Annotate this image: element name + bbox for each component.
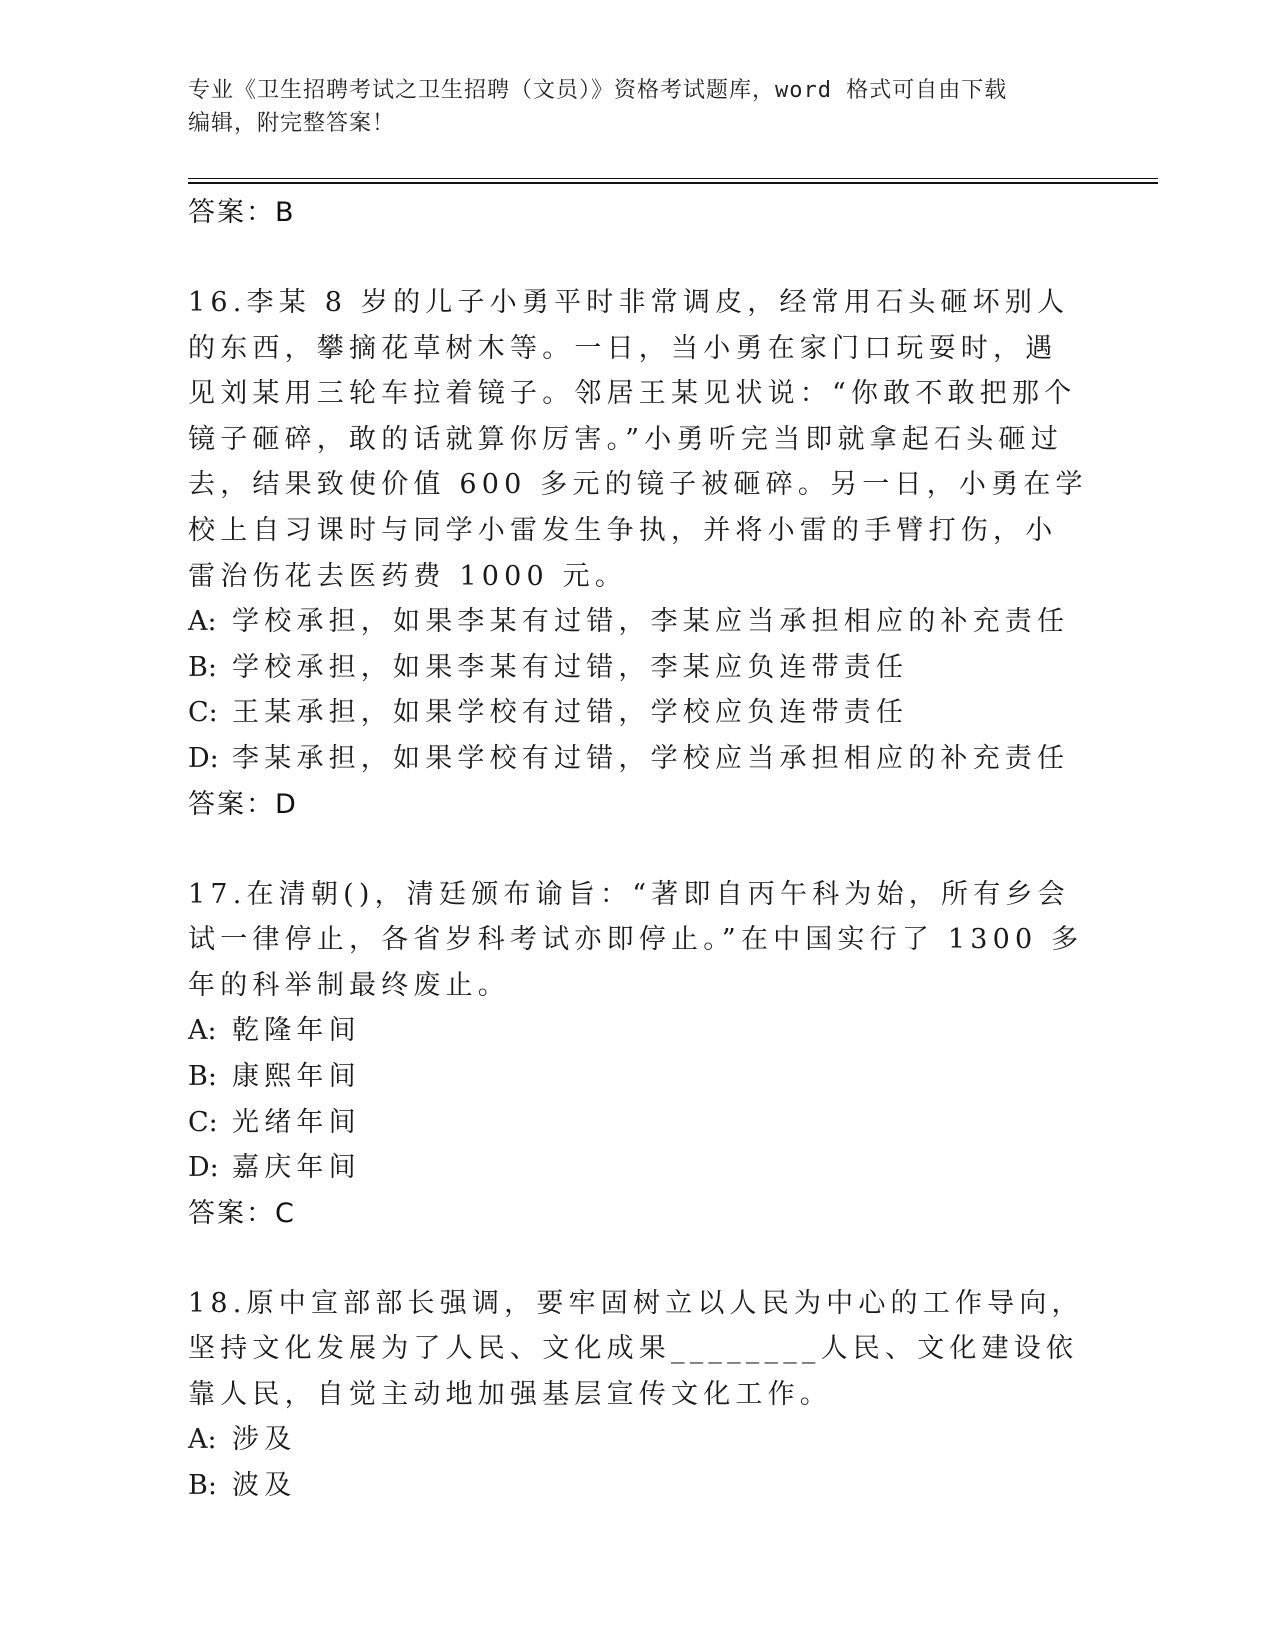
header-line-1: 专业《卫生招聘考试之卫生招聘（文员）》资格考试题库，word 格式可自由下载 [188, 78, 1008, 103]
option-b [188, 1463, 1088, 1509]
option-key: B: [188, 1470, 217, 1502]
header-rule-thin [188, 178, 1158, 179]
option-b [188, 1054, 1088, 1100]
option-d [188, 736, 1088, 782]
option-key: B: [188, 651, 217, 683]
option-text: 康熙年间 [232, 1060, 361, 1092]
option-text: 学校承担，如果李某有过错，李某应当承担相应的补充责任 [232, 606, 1070, 638]
option-key: A: [188, 606, 217, 638]
previous-answer [188, 190, 1088, 236]
question-text: 18.原中宣部部长强调，要牢固树立以人民为中心的工作导向，坚持文化发展为了人民、文化成果________人民、文化建设依靠人民，自觉主动地加强基层宣传文化工作。 [188, 1287, 1084, 1410]
answer-value: C [275, 1197, 295, 1229]
option-text: 王某承担，如果学校有过错，学校应负连带责任 [232, 697, 909, 729]
answer-label: 答案： [188, 1197, 275, 1229]
option-a [188, 599, 1088, 645]
option-key: D: [188, 1152, 219, 1184]
header-line-2: 编辑，附完整答案！ [188, 111, 396, 136]
option-text: 李某承担，如果学校有过错，学校应当承担相应的补充责任 [232, 742, 1070, 774]
option-key: A: [188, 1015, 217, 1047]
option-key: A: [188, 1424, 217, 1456]
option-a [188, 1008, 1088, 1054]
option-key: B: [188, 1060, 217, 1092]
option-key: C: [188, 697, 218, 729]
question-18 [188, 1281, 1088, 1509]
question-answer [188, 782, 1088, 828]
answer-value: D [275, 788, 297, 820]
option-text: 光绪年间 [232, 1106, 361, 1138]
header-rule-thick [188, 182, 1158, 184]
question-text: 16.李某 8 岁的儿子小勇平时非常调皮，经常用石头砸坏别人的东西，攀摘花草树木等。一日，当小勇在家门口玩耍时，遇见刘某用三轮车拉着镜子。邻居王某见状说：“你敢不敢把那个镜子砸碎，敢的话就算你厉害。”小勇听完当即就拿起石头砸过去，结果致使价值 600 多元的镜子被砸碎。另一日，小勇在学校上自习课时与同学小雷发生争执，并将小雷的手臂打伤，小雷治伤花去医药费 1000 元。 [188, 287, 1088, 592]
question-answer [188, 1191, 1088, 1237]
question-16 [188, 280, 1088, 828]
answer-label: 答案： [188, 197, 275, 228]
question-text: 17.在清朝()，清廷颁布谕旨：“著即自丙午科为始，所有乡会试一律停止，各省岁科考试亦即停止。”在中国实行了 1300 多年的科举制最终废止。 [188, 878, 1084, 1001]
answer-value: B [275, 197, 295, 228]
document-header [188, 74, 1088, 140]
option-text: 嘉庆年间 [232, 1152, 361, 1184]
answer-label: 答案： [188, 788, 275, 820]
question-17 [188, 872, 1088, 1237]
option-b [188, 645, 1088, 691]
option-d [188, 1145, 1088, 1191]
document-body [188, 190, 1088, 1509]
option-text: 乾隆年间 [232, 1015, 361, 1047]
option-text: 学校承担，如果李某有过错，李某应负连带责任 [232, 651, 909, 683]
option-c [188, 1100, 1088, 1146]
option-key: D: [188, 742, 219, 774]
option-text: 涉及 [232, 1424, 297, 1456]
option-key: C: [188, 1106, 218, 1138]
option-text: 波及 [232, 1470, 297, 1502]
option-c [188, 690, 1088, 736]
option-a [188, 1417, 1088, 1463]
